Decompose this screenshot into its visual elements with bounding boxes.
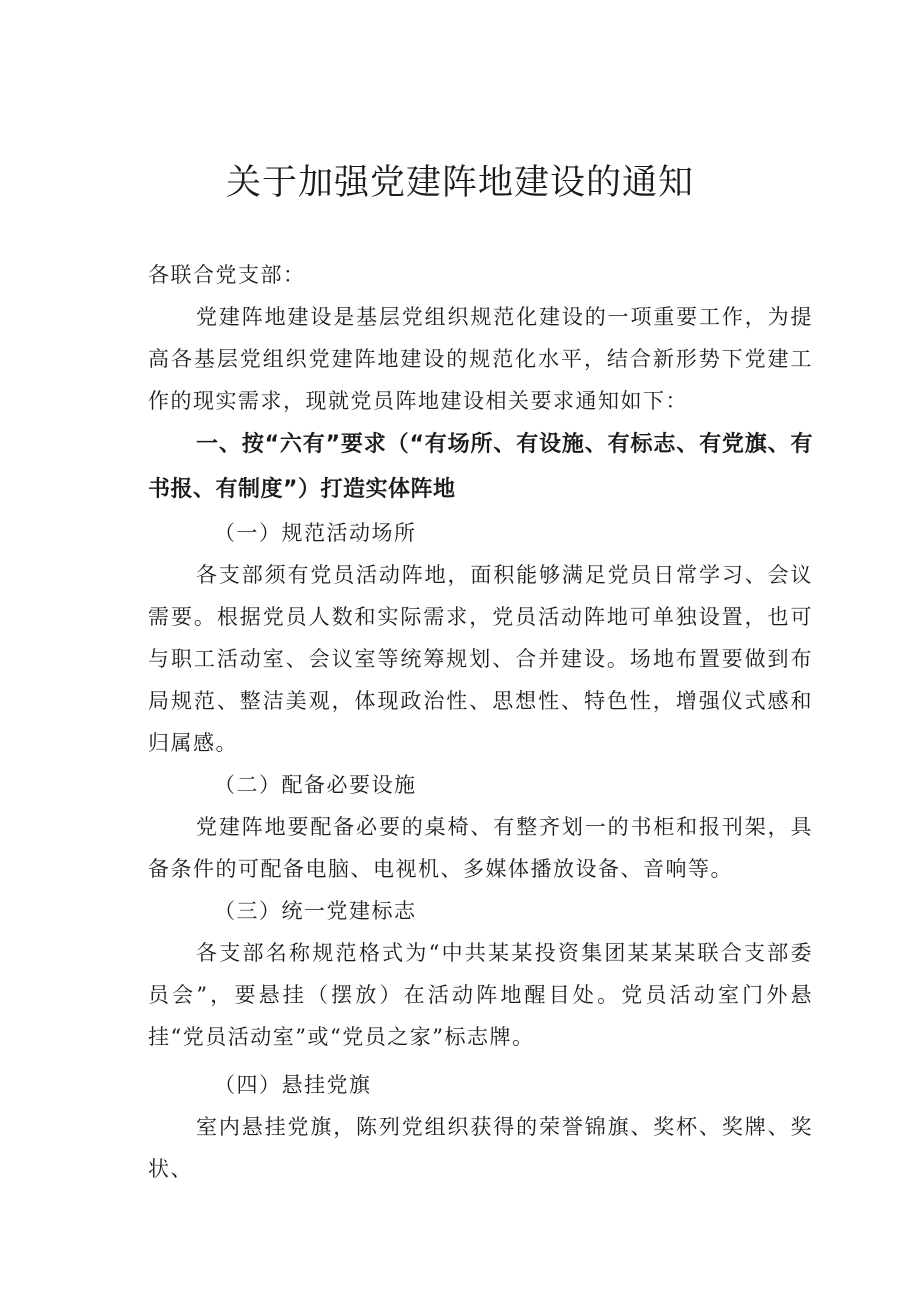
document-title: 关于加强党建阵地建设的通知	[225, 163, 694, 203]
document-body	[148, 254, 813, 1190]
paragraph-1: 各支部须有党员活动阵地，面积能够满足党员日常学习、会议需要。根据党员人数和实际需求，党员活动阵地可单独设置，也可与职工活动室、会议室等统筹规划、合并建设。场地布置要做到布局规范、整洁美观，体现政治性、思想性、特色性，增强仪式感和归属感。	[148, 563, 813, 755]
subheading-4: （四）悬挂党旗	[214, 1073, 372, 1097]
section-heading-1: 一、按“六有”要求（“有场所、有设施、有标志、有党旗、有书报、有制度”）打造实体阵地	[148, 432, 813, 502]
intro-paragraph: 党建阵地建设是基层党组织规范化建设的一项重要工作，为提高各基层党组织党建阵地建设的规范化水平，结合新形势下党建工作的现实需求，现就党员阵地建设相关要求通知如下：	[148, 305, 813, 413]
salutation: 各联合党支部：	[148, 263, 306, 287]
subheading-3: （三）统一党建标志	[214, 899, 417, 923]
subheading-2: （二）配备必要设施	[214, 773, 417, 797]
paragraph-4: 室内悬挂党旗，陈列党组织获得的荣誉锦旗、奖杯、奖牌、奖状、	[148, 1115, 813, 1181]
subheading-1: （一）规范活动场所	[214, 521, 417, 545]
paragraph-2: 党建阵地要配备必要的桌椅、有整齐划一的书柜和报刊架，具备条件的可配备电脑、电视机、多媒体播放设备、音响等。	[148, 815, 813, 881]
paragraph-3: 各支部名称规范格式为“中共某某投资集团某某某联合支部委员会”，要悬挂（摆放）在活动阵地醒目处。党员活动室门外悬挂“党员活动室”或“党员之家”标志牌。	[148, 941, 813, 1049]
